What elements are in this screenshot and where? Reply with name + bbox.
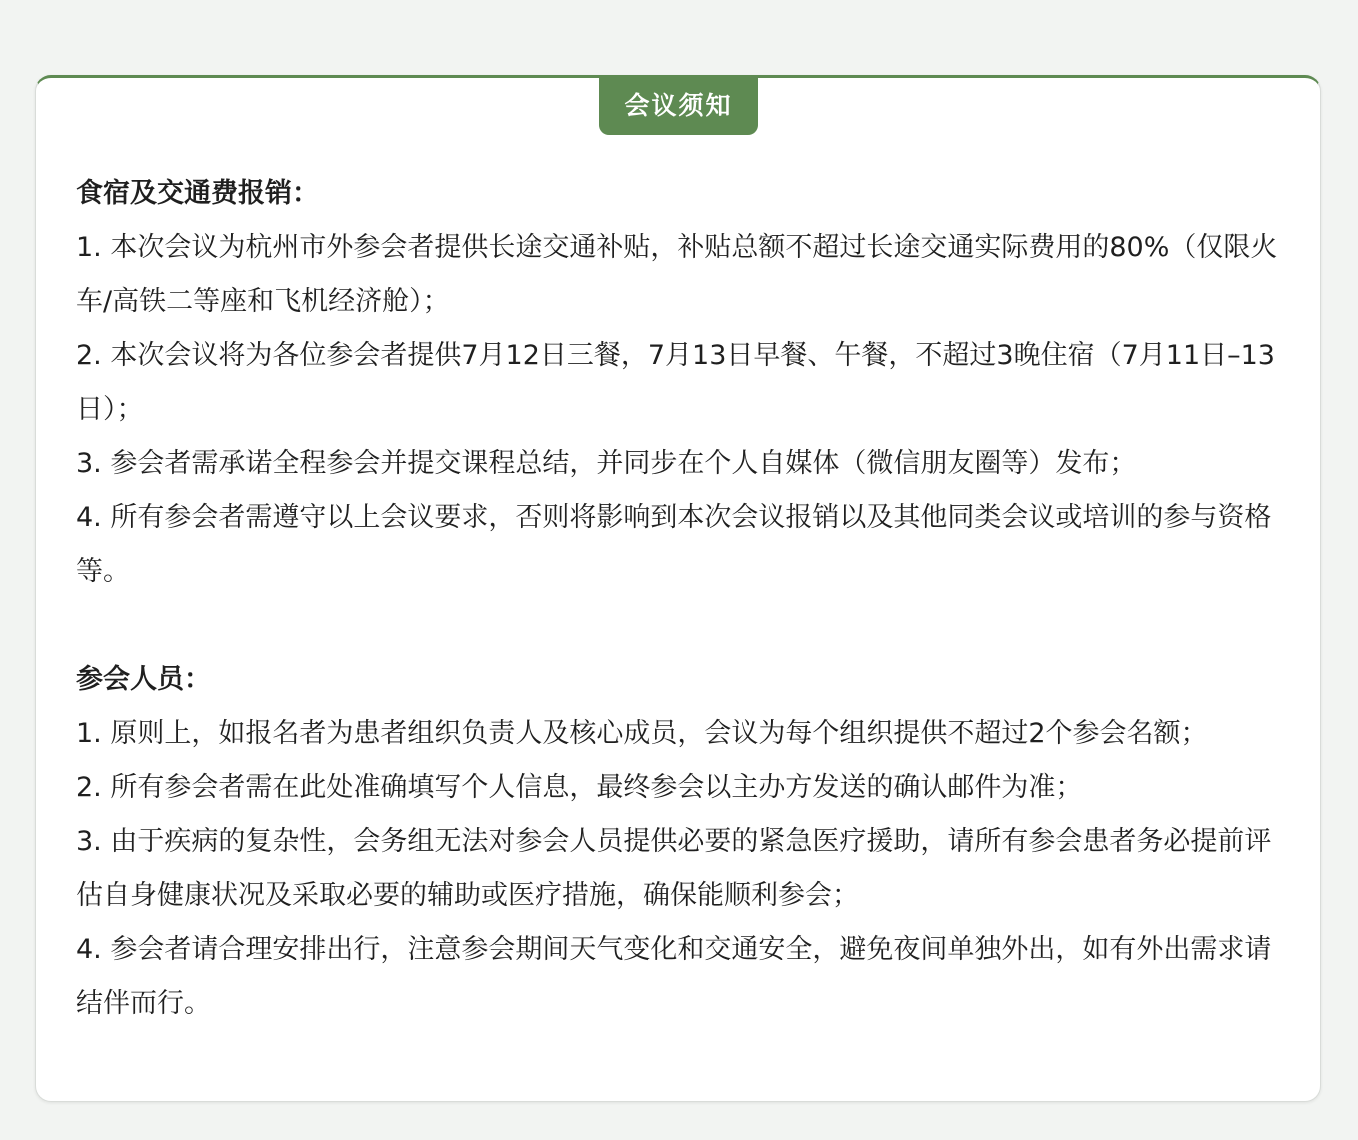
list-item: 1. 本次会议为杭州市外参会者提供长途交通补贴，补贴总额不超过长途交通实际费用的80%（仅限火车/高铁二等座和飞机经济舱）； — [76, 232, 1278, 317]
list-item: 4. 参会者请合理安排出行，注意参会期间天气变化和交通安全，避免夜间单独外出，如有外出需求请结伴而行。 — [76, 934, 1272, 1019]
list-item: 4. 所有参会者需遵守以上会议要求，否则将影响到本次会议报销以及其他同类会议或培训的参与资格等。 — [76, 502, 1272, 587]
list-item: 2. 本次会议将为各位参会者提供7月12日三餐，7月13日早餐、午餐，不超过3晚住宿（7月11日–13日）； — [76, 340, 1275, 425]
section-divider — [76, 599, 1288, 653]
section-participants — [76, 653, 1288, 1031]
list-item: 3. 参会者需承诺全程参会并提交课程总结，并同步在个人自媒体（微信朋友圈等）发布； — [76, 448, 1137, 479]
section-heading: 参会人员： — [76, 664, 211, 695]
list-item: 3. 由于疾病的复杂性，会务组无法对参会人员提供必要的紧急医疗援助，请所有参会患者务必提前评估自身健康状况及采取必要的辅助或医疗措施，确保能顺利参会； — [76, 826, 1272, 911]
notice-title-badge: 会议须知 — [599, 77, 758, 135]
section-heading: 食宿及交通费报销： — [76, 178, 319, 209]
notice-content — [76, 167, 1288, 1031]
section-reimbursement — [76, 167, 1288, 599]
list-item: 1. 原则上，如报名者为患者组织负责人及核心成员，会议为每个组织提供不超过2个参会名额； — [76, 718, 1208, 749]
notice-card — [35, 75, 1321, 1102]
list-item: 2. 所有参会者需在此处准确填写个人信息，最终参会以主办方发送的确认邮件为准； — [76, 772, 1083, 803]
